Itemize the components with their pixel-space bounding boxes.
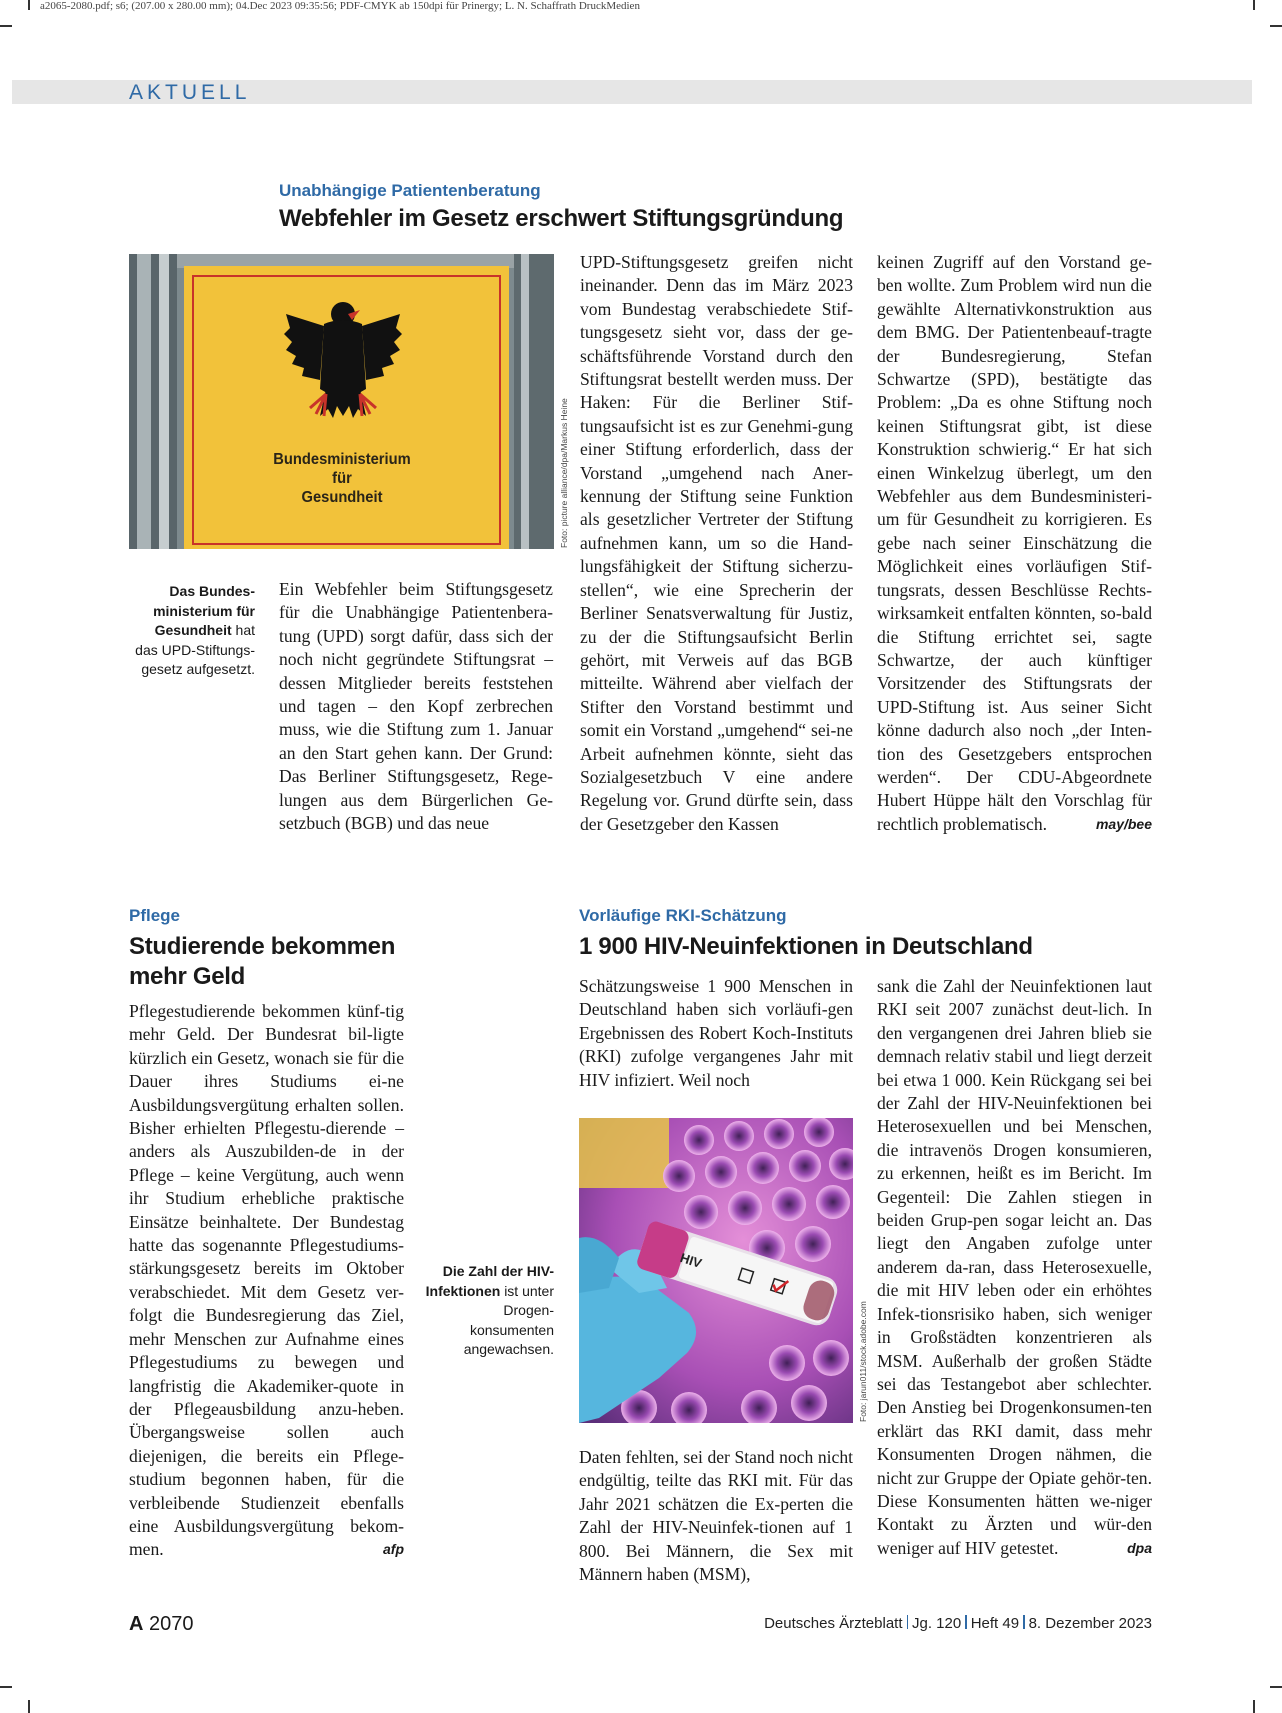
article3-column-2 <box>877 975 1152 1560</box>
crop-mark <box>28 1700 30 1713</box>
article1-column-3 <box>877 251 1152 836</box>
article3-column-1-top: Schätzungsweise 1 900 Menschen in Deutschland haben sich vorläufi-gen Ergebnissen des Robert Koch-Instituts (RKI) zufolge vergangenes Jahr mit HIV infiziert. Weil noch <box>579 976 853 1090</box>
article1-column-2: UPD-Stiftungsgesetz greifen nicht ineinander. Denn das im März 2023 vom Bundestag verabschiedete Stif-tungsgesetz sieht vor, dass der ge-schäftsführende Vorstand durch den Stiftungsrat bestellt werden muss. Der Haken: Für die Berliner Stif-tungsaufsicht ist es zur Genehmi-gung einer Stiftung erforderlich, dass der Vorstand „umgehend nach Aner-kennung der Stiftung seine Funktion als gesetzlicher Vertreter der Stiftung aufnehmen kann, um so die Hand-lungsfähigkeit der Stiftung sicherzu-stellen“, wie eine Sprecherin der Berliner Senatsverwaltung für Justiz, zu der die Stiftungsaufsicht Berlin gehört, mit Verweis auf das BGB mitteilte. Während aber vielfach der Stifter den Vorstand bestimmt und somit ein Vorstand „umgehend“ sei-ne Arbeit aufnehmen könnte, sieht das Sozialgesetzbuch V eine andere Regelung vor. Grund dürfte sein, dass der Gesetzgeber den Kassen <box>580 252 853 834</box>
headline-line: Studierende bekommen <box>129 933 396 960</box>
article1-caption <box>129 582 255 680</box>
sign-text-line: Gesundheit <box>301 489 383 506</box>
article3-column-2-text: sank die Zahl der Neuinfektionen laut RKI seit 2007 zunächst deut-lich. In den vergangenen drei Jahren blieb sie demnach relativ stabil und liegt derzeit bei etwa 1 000. Kein Rückgang sei bei der Zahl der HIV-Neuinfektionen bei Heterosexuellen und bei Menschen, die intravenös Drogen konsumieren, zu erkennen, heißt es im Bericht. Im Gegenteil: Die Zahlen stiegen in beiden Grup-pen sogar leicht an. Das liegt den Angaben zufolge unter anderem da-ran, dass Heterosexuelle, die mit HIV leben oder ein erhöhtes Infek-tionsrisiko haben, sich weniger in Großstädten konzentrieren als MSM. Außerhalb der großen Städte sei das Testangebot aber schlechter. Den Anstieg bei Drogenkonsumen-ten erklärt das RKI damit, dass mehr Konsumenten Drogen nähmen, die nicht zur Gruppe der Opiate gehör-ten. Diese Konsumenten hätten we-niger Kontakt zu Ärzten und wür-den weniger auf HIV getestet. <box>877 976 1152 1558</box>
crop-mark <box>1270 25 1282 27</box>
page-number <box>129 1612 194 1636</box>
article2-signature: afp <box>383 1541 404 1558</box>
headline-line: mehr Geld <box>129 963 245 990</box>
article1-signature: may/bee <box>1095 815 1152 832</box>
caption-text: hat das UPD-Stiftungs-gesetz aufgesetzt. <box>135 622 255 677</box>
caption-bold: Die Zahl der HIV-Infektionen <box>425 1263 554 1299</box>
article1-column-1: Ein Webfehler beim Stiftungsgesetz für die Unabhängige Patientenbera-tung (UPD) sorgt dafür, dass sich der noch nicht gegründete Stiftungsrat – dessen Mitglieder bereits feststehen und tagen – den Kopf zerbrechen muss, wie die Stiftung zum 1. Januar an den Start gehen kann. Der Grund: Das Berliner Stiftungsgesetz, Rege-lungen aus dem Bürgerlichen Ge-setzbuch (BGB) und das neue <box>279 579 553 834</box>
article2-body <box>129 1000 404 1562</box>
article3-kicker: Vorläufige RKI-Schätzung <box>579 906 787 925</box>
article1-headline: Webfehler im Gesetz erschwert Stiftungsgründung <box>279 205 844 232</box>
article2-headline <box>129 932 395 992</box>
hiv-test-photo <box>579 1118 853 1423</box>
crop-mark <box>1253 1700 1255 1713</box>
journal-footer <box>764 1614 1152 1634</box>
article1-kicker: Unabhängige Patientenberatung <box>279 181 541 200</box>
federal-eagle-icon <box>280 294 406 424</box>
crop-mark <box>0 25 12 27</box>
crop-mark <box>0 1686 12 1688</box>
article3-headline: 1 900 HIV-Neuinfektionen in Deutschland <box>579 933 1033 960</box>
photo-credit: Foto: jarun011/stock.adobe.com <box>858 1301 868 1422</box>
page-prefix: A <box>129 1613 144 1635</box>
sign-text-line: Bundesministerium <box>273 451 411 468</box>
article2-body-text: Pflegestudierende bekommen künf-tig mehr Geld. Der Bundesrat bil-ligte kürzlich ein Gesetz, wonach sie für die Dauer ihres Studiums ei-ne Ausbildungsvergütung erhalten sollen. Bisher erhielten Pflegestu-dierende – anders als Auszubilden-de in der Pflege – keine Vergütung, auch wenn ihr Studium erhebliche praktische Einsätze beinhaltete. Der Bundestag hatte das sogenannte Pflegestudiums-stärkungsgesetz bereits im Oktober verabschiedet. Mit dem Gesetz ver-folgt die Bundesregierung das Ziel, mehr Menschen zur Aufnahme eines Pflegestudiums zu bewegen und langfristig die Akademiker-quote in der Pflegeausbildung anzu-heben. Übergangsweise sollen auch diejenigen, die bereits ein Pflege-studium begonnen haben, für die verbleibende Studienzeit ebenfalls eine Ausbildungsvergütung bekom-men. <box>129 1001 404 1560</box>
article3-caption <box>424 1262 554 1360</box>
journal-name: Deutsches Ärzteblatt <box>764 1615 903 1632</box>
article1-column-3-text: keinen Zugriff auf den Vorstand ge-ben wollte. Zum Problem wird nun die gewählte Alternativkonstruktion aus dem BMG. Der Patientenbeauf-tragte der Bundesregierung, Stefan Schwartze (SPD), bestätigte das Problem: „Da es ohne Stiftung noch keinen Stiftungsrat gibt, ist diese Konstruktion schwierig.“ Er hat sich einen Winkelzug überlegt, um den Webfehler aus dem Bundesministeri-um für Gesundheit zu korrigieren. Es gebe nach seiner Einschätzung die Möglichkeit eines vorläufigen Stif-tungsrats, dessen Beschlüsse Rechts-wirksamkeit entfalten könnten, so-bald die Stiftung errichtet sei, sagte Schwartze, der auch künftiger Vorsitzender des Stiftungsrats der UPD-Stiftung ist. Aus seiner Sicht könne dadurch also noch „der Inten-tion des Gesetzgebers entsprochen werden“. Der CDU-Abgeordnete Hubert Hüppe hält den Vorschlag für rechtlich problematisch. <box>877 252 1152 834</box>
caption-bold: Das Bundes-ministerium für Gesundheit <box>153 583 255 638</box>
crop-mark <box>28 0 30 10</box>
article3-signature: dpa <box>1127 1539 1152 1556</box>
article2-kicker: Pflege <box>129 906 181 925</box>
journal-date: 8. Dezember 2023 <box>1028 1615 1152 1632</box>
print-info-line: a2065-2080.pdf; s6; (207.00 x 280.00 mm); 04.Dec 2023 09:35:56; PDF-CMYK ab 150dpi für Prinergy; L. N. Schaffrath DruckMedien <box>40 0 640 12</box>
section-label: AKTUELL <box>129 81 251 104</box>
caption-text: ist unter Drogen-konsumenten angewachsen. <box>463 1282 554 1357</box>
crop-mark <box>1253 0 1255 10</box>
page-number-value: 2070 <box>149 1613 194 1635</box>
crop-mark <box>1270 1686 1282 1688</box>
ministry-sign-photo <box>129 254 554 549</box>
photo-credit: Foto: picture alliance/dpa/Markus Heine <box>559 398 569 548</box>
journal-issue: Heft 49 <box>970 1615 1020 1632</box>
sign-text-line: für <box>332 470 352 487</box>
tube-label: HIV <box>678 1250 704 1271</box>
article3-column-1-bottom: Daten fehlten, sei der Stand noch nicht endgültig, teilte das RKI mit. Für das Jahr 2021 schätzen die Ex-perten die Zahl der HIV-Neuinfek-tionen auf 1 800. Bei Männern, die Sex mit Männern haben (MSM), <box>579 1447 853 1585</box>
journal-volume: Jg. 120 <box>912 1615 962 1632</box>
